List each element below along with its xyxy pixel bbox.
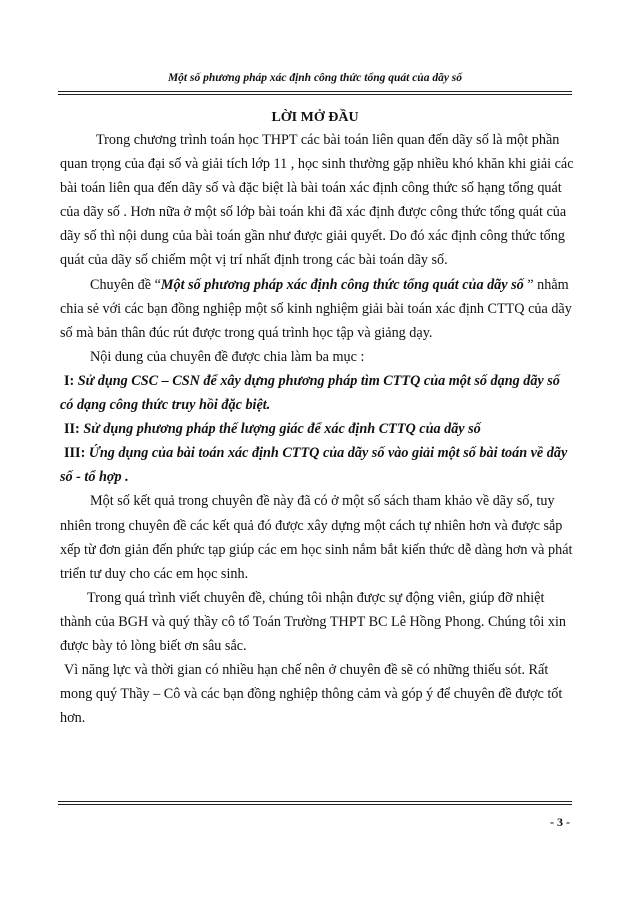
section-number: II: <box>64 421 80 438</box>
section-text: Sử dụng phương pháp thế lượng giác để xác định CTTQ của dãy số <box>83 421 481 438</box>
topic-title: Một số phương pháp xác định công thức tổng quát của dãy số <box>160 276 524 293</box>
footer-rule-thin <box>58 804 572 805</box>
topic-suffix: ” nhằm chia sẻ với các bạn đồng nghiệp một số kinh nghiệm giải bài toán xác định CTTQ của dãy số mà bản thân đúc rút được trong quá trình học tập và giảng dạy. <box>60 276 572 341</box>
running-header: Một số phương pháp xác định công thức tổng quát của dãy số <box>167 72 463 84</box>
section-text: Sử dụng CSC – CSN để xây dựng phương pháp tìm CTTQ của một số dạng dãy số có dạng công thức truy hồi đặc biệt. <box>60 372 560 414</box>
page-number: - 3 - <box>550 815 570 829</box>
topic-prefix: Chuyên đề “ <box>90 276 161 293</box>
intro-paragraph: Trong chương trình toán học THPT các bài toán liên quan đến dãy số là một phần quan trọng của đại số và giải tích lớp 11 , học sinh thường gặp nhiều khó khăn khi giải các bài toán liên qua đến dãy số và đặc biệt là bài toán xác định công thức số hạng tổng quát của dãy số . Hơn nữa ở một số lớp bài toán khi đã xác định được công thức tổng quát của dãy số thì nội dung của bài toán gần như được giải quyết. Do đó xác định công thức tổng quát của dãy số chiếm một vị trí nhất định trong các bài toán dãy số. <box>60 132 574 269</box>
section-item-2 <box>60 417 575 441</box>
section-text: Ứng dụng của bài toán xác định CTTQ của dãy số vào giải một số bài toán về dãy số - tổ hợp . <box>60 445 568 486</box>
content-intro: Nội dung của chuyên đề được chia làm ba mục : <box>90 348 365 365</box>
document-body <box>60 128 575 730</box>
header-rule-thick <box>58 91 572 92</box>
header-rule-thin <box>58 94 572 95</box>
results-paragraph: Một số kết quả trong chuyên đề này đã có ở một số sách tham khảo về dãy số, tuy nhiên trong chuyên đề các kết quả đó được xây dựng một cách tự nhiên hơn và được sắp xếp từ đơn giản đến phức tạp giúp các em học sinh nắm bắt kiến thức dễ dàng hơn và phát triển tư duy cho các em học sinh. <box>60 493 573 582</box>
thanks-paragraph: Trong quá trình viết chuyên đề, chúng tôi nhận được sự động viên, giúp đỡ nhiệt thành của BGH và quý thầy cô tổ Toán Trường THPT BC Lê Hồng Phong. Chúng tôi xin được bày tỏ lòng biết ơn sâu sắc. <box>60 589 567 654</box>
section-item-1 <box>60 369 575 417</box>
section-number: III: <box>64 445 86 462</box>
section-number: I: <box>64 372 75 389</box>
closing-paragraph: Vì năng lực và thời gian có nhiều hạn chế nên ở chuyên đề sẽ có những thiếu sót. Rất mong quý Thầy – Cô và các bạn đồng nghiệp thông cảm và góp ý để chuyên đề được tốt hơn. <box>60 662 563 727</box>
section-item-3 <box>60 441 575 489</box>
footer-rule-thick <box>58 801 572 802</box>
section-title: LỜI MỞ ĐẦU <box>271 110 359 125</box>
topic-paragraph <box>60 273 575 345</box>
